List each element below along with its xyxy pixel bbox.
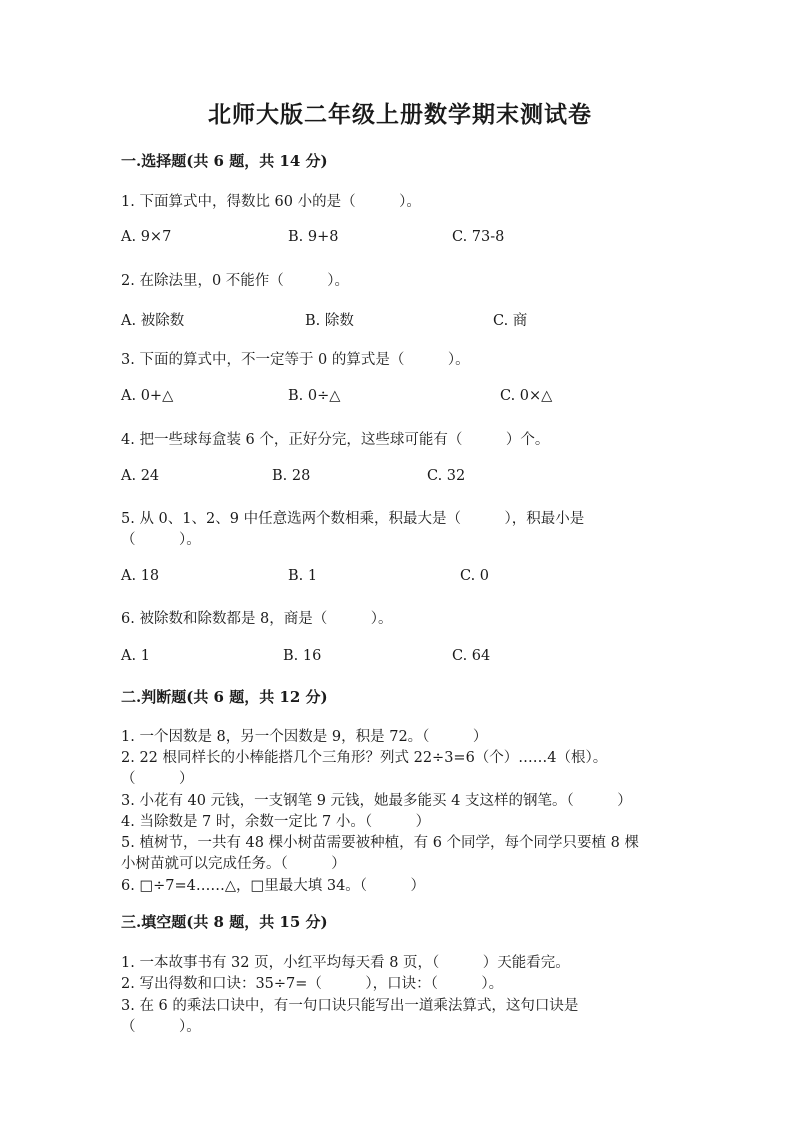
fill-line-1: 1. 一本故事书有 32 页，小红平均每天看 8 页，（ ）天能看完。	[121, 955, 570, 971]
option-1-4-c: C. 32	[427, 468, 466, 484]
question-1-4: 4. 把一些球每盒装 6 个，正好分完，这些球可能有（ ）个。	[121, 432, 550, 448]
page-title: 北师大版二年级上册数学期末测试卷	[208, 101, 592, 128]
tf-line-8: 6. □÷7=4……△，□里最大填 34。（ ）	[121, 878, 426, 894]
option-1-2-a: A. 被除数	[121, 313, 185, 329]
fill-line-2: 2. 写出得数和口诀：35÷7=（ ），口诀：（ ）。	[121, 976, 504, 992]
option-1-1-b: B. 9+8	[288, 229, 339, 245]
option-1-4-b: B. 28	[272, 468, 311, 484]
option-1-6-a: A. 1	[121, 648, 150, 664]
option-1-3-c: C. 0×△	[500, 388, 553, 404]
section-heading-choice: 一.选择题(共 6 题，共 14 分)	[121, 152, 328, 170]
option-1-1-a: A. 9×7	[121, 229, 172, 245]
tf-line-3: （ ）	[121, 771, 194, 787]
question-1-5-line1: 5. 从 0、1、2、9 中任意选两个数相乘，积最大是（ ），积最小是	[121, 511, 585, 527]
section-heading-fill-blank: 三.填空题(共 8 题，共 15 分)	[121, 913, 328, 931]
tf-line-1: 1. 一个因数是 8，另一个因数是 9，积是 72。（ ）	[121, 729, 488, 745]
tf-line-7: 小树苗就可以完成任务。（ ）	[121, 856, 346, 872]
tf-line-2: 2. 22 根同样长的小棒能搭几个三角形？列式 22÷3=6（个）……4（根）。	[121, 750, 608, 766]
option-1-5-b: B. 1	[288, 568, 318, 584]
section-heading-true-false: 二.判断题(共 6 题，共 12 分)	[121, 688, 328, 706]
option-1-6-b: B. 16	[283, 648, 322, 664]
tf-line-5: 4. 当除数是 7 时，余数一定比 7 小。（ ）	[121, 814, 431, 830]
fill-line-4: （ ）。	[121, 1019, 201, 1035]
tf-line-4: 3. 小花有 40 元钱，一支钢笔 9 元钱，她最多能买 4 支这样的钢笔。（ ）	[121, 793, 632, 809]
option-1-5-a: A. 18	[121, 568, 160, 584]
option-1-6-c: C. 64	[452, 648, 491, 664]
tf-line-6: 5. 植树节，一共有 48 棵小树苗需要被种植，有 6 个同学，每个同学只要植 8 棵	[121, 835, 639, 851]
option-1-2-c: C. 商	[493, 313, 528, 329]
option-1-2-b: B. 除数	[305, 313, 354, 329]
question-1-6: 6. 被除数和除数都是 8，商是（ ）。	[121, 611, 393, 627]
option-1-3-a: A. 0+△	[121, 388, 174, 404]
option-1-5-c: C. 0	[460, 568, 490, 584]
question-1-2: 2. 在除法里，0 不能作（ ）。	[121, 273, 350, 289]
option-1-1-c: C. 73-8	[452, 229, 505, 245]
option-1-3-b: B. 0÷△	[288, 388, 341, 404]
fill-line-3: 3. 在 6 的乘法口诀中，有一句口诀只能写出一道乘法算式，这句口诀是	[121, 998, 579, 1014]
option-1-4-a: A. 24	[121, 468, 160, 484]
question-1-5-line2: （ ）。	[121, 532, 201, 548]
question-1-3: 3. 下面的算式中，不一定等于 0 的算式是（ ）。	[121, 352, 470, 368]
question-1-1: 1. 下面算式中，得数比 60 小的是（ ）。	[121, 194, 421, 210]
